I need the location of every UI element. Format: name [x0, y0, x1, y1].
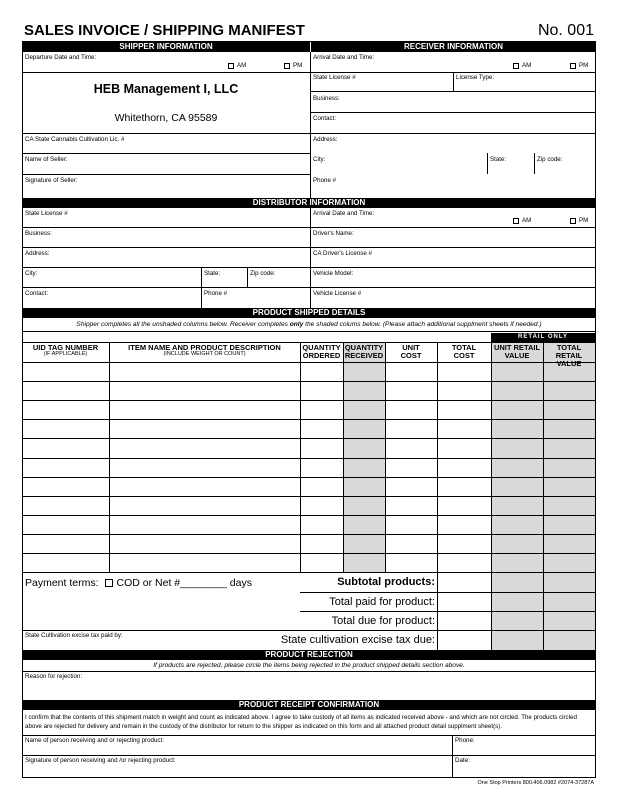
receipt-phone-label: Phone:: [455, 737, 475, 744]
distributor-business-label: Business:: [25, 230, 52, 237]
col-uid: UID TAG NUMBER (IF APPLICABLE): [32, 343, 99, 357]
receiver-pm-checkbox[interactable]: PM: [570, 63, 588, 69]
table-row-line: [22, 438, 596, 439]
col-qty-received: QUANTITY RECEIVED: [344, 343, 384, 360]
receiver-heading: RECEIVER INFORMATION: [311, 42, 596, 52]
table-row-line: [22, 342, 596, 343]
receipt-date-label: Date:: [455, 757, 470, 764]
seller-signature-label: Signature of Seller:: [25, 177, 78, 184]
receipt-heading: PRODUCT RECEIPT CONFIRMATION: [22, 700, 596, 710]
rejection-instructions: If products are rejected, please circle the items being rejected in the product shipped details section above.: [153, 662, 465, 669]
table-row-line: [22, 458, 596, 459]
shipper-city: Whitethorn, CA 95589: [114, 112, 218, 124]
retail-only-label: RETAIL ONLY: [491, 333, 595, 341]
driver-name-label: Driver's Name:: [313, 230, 354, 237]
distributor-heading: DISTRIBUTOR INFORMATION: [22, 198, 596, 208]
col-unit-cost: UNIT COST: [400, 343, 422, 360]
cod-checkbox[interactable]: [105, 579, 113, 587]
excise-due-label: State cultivation excise tax due:: [280, 634, 435, 646]
form-title: SALES INVOICE / SHIPPING MANIFEST: [24, 22, 305, 39]
col-qty-ordered: QUANTITY ORDERED: [302, 343, 341, 360]
receiver-arrival-label: Arrival Date and Time:: [313, 54, 375, 61]
receiver-address-label: Address:: [313, 136, 338, 143]
products-heading: PRODUCT SHIPPED DETAILS: [22, 308, 596, 318]
table-row-line: [22, 381, 596, 382]
table-row-line: [22, 400, 596, 401]
table-row-line: [22, 477, 596, 478]
receipt-text: I confirm that the contents of this shipment match in weight and count as indicated above. I agree to take custody of all items as indicated received above - and which are not circled. The products circled above are rejected for delivery and remain in the custody of the distributor for return to the shipper as indicated on this form and all attached product detail supplment sheet(s).: [25, 714, 577, 730]
distributor-state-label: State:: [204, 270, 221, 277]
col-total-cost: TOTAL COST: [451, 343, 477, 360]
col-total-retail: TOTAL RETAIL VALUE: [555, 343, 583, 368]
distributor-arrival-label: Arrival Date and Time:: [313, 210, 375, 217]
distributor-contact-label: Contact:: [25, 290, 49, 297]
departure-am-checkbox[interactable]: AM: [228, 63, 246, 69]
printer-footer: One Stop Printers 800.406.0982 #2074-37287A: [477, 780, 594, 786]
rejection-heading: PRODUCT REJECTION: [22, 650, 596, 660]
shipper-company: HEB Management I, LLC: [93, 82, 239, 96]
total-paid-label: Total paid for product:: [329, 596, 435, 608]
distributor-pm-checkbox[interactable]: PM: [570, 218, 588, 224]
distributor-city-label: City:: [25, 270, 38, 277]
col-item: ITEM NAME AND PRODUCT DESCRIPTION (INCLUDE WEIGHT OR COUNT): [128, 343, 281, 357]
vehicle-license-label: Vehicle License #: [313, 290, 362, 297]
receiver-am-checkbox[interactable]: AM: [513, 63, 531, 69]
table-row-line: [22, 553, 596, 554]
vehicle-model-label: Vehicle Model:: [313, 270, 354, 277]
shipper-heading: SHIPPER INFORMATION: [22, 42, 310, 52]
table-row-line: [22, 534, 596, 535]
subtotal-label: Subtotal products:: [337, 576, 435, 588]
receiver-zip-label: Zip code:: [537, 156, 563, 163]
receiver-phone-label: Phone #: [313, 177, 337, 184]
table-row-line: [22, 496, 596, 497]
seller-name-label: Name of Seller:: [25, 156, 68, 163]
distributor-state-license-label: State License #: [25, 210, 68, 217]
table-row-line: [22, 419, 596, 420]
distributor-phone-label: Phone #: [204, 290, 228, 297]
qty-received-shade: [343, 342, 385, 572]
receiver-license-type-label: License Type:: [456, 74, 495, 81]
total-due-label: Total due for product:: [331, 615, 435, 627]
receiver-state-license-label: State License #: [313, 74, 356, 81]
receiver-state-label: State:: [490, 156, 507, 163]
cultivation-license-label: CA State Cannabis Cultivation Lic. #: [25, 136, 125, 143]
distributor-zip-label: Zip code:: [250, 270, 276, 277]
departure-pm-checkbox[interactable]: PM: [284, 63, 302, 69]
products-instructions: Shipper completes all the unshaded columns below. Receiver completes only the shaded colums below. (Please attach additional supplment sheets if needed.): [76, 321, 542, 328]
payment-terms: Payment terms: COD or Net #________ days: [25, 577, 252, 589]
receiver-name-label: Name of person receiving and or rejecting product:: [25, 737, 164, 744]
departure-label: Departure Date and Time:: [25, 54, 97, 61]
receiver-city-label: City:: [313, 156, 326, 163]
excise-paid-label: State Cultivation excise tax paid by:: [25, 632, 123, 639]
distributor-am-checkbox[interactable]: AM: [513, 218, 531, 224]
receiver-signature-label: Signature of person receiving and /or rejecting product:: [25, 757, 176, 764]
col-unit-retail: UNIT RETAIL VALUE: [493, 343, 541, 360]
receiver-business-label: Business:: [313, 95, 340, 102]
driver-license-label: CA Driver's License #: [313, 250, 372, 257]
table-row-line: [22, 515, 596, 516]
rejection-reason-label: Reason for rejection:: [25, 673, 83, 680]
table-row-line: [22, 362, 596, 363]
table-row-line: [22, 572, 596, 573]
form-number: No. 001: [537, 22, 594, 39]
distributor-address-label: Address:: [25, 250, 50, 257]
receiver-contact-label: Contact:: [313, 115, 337, 122]
